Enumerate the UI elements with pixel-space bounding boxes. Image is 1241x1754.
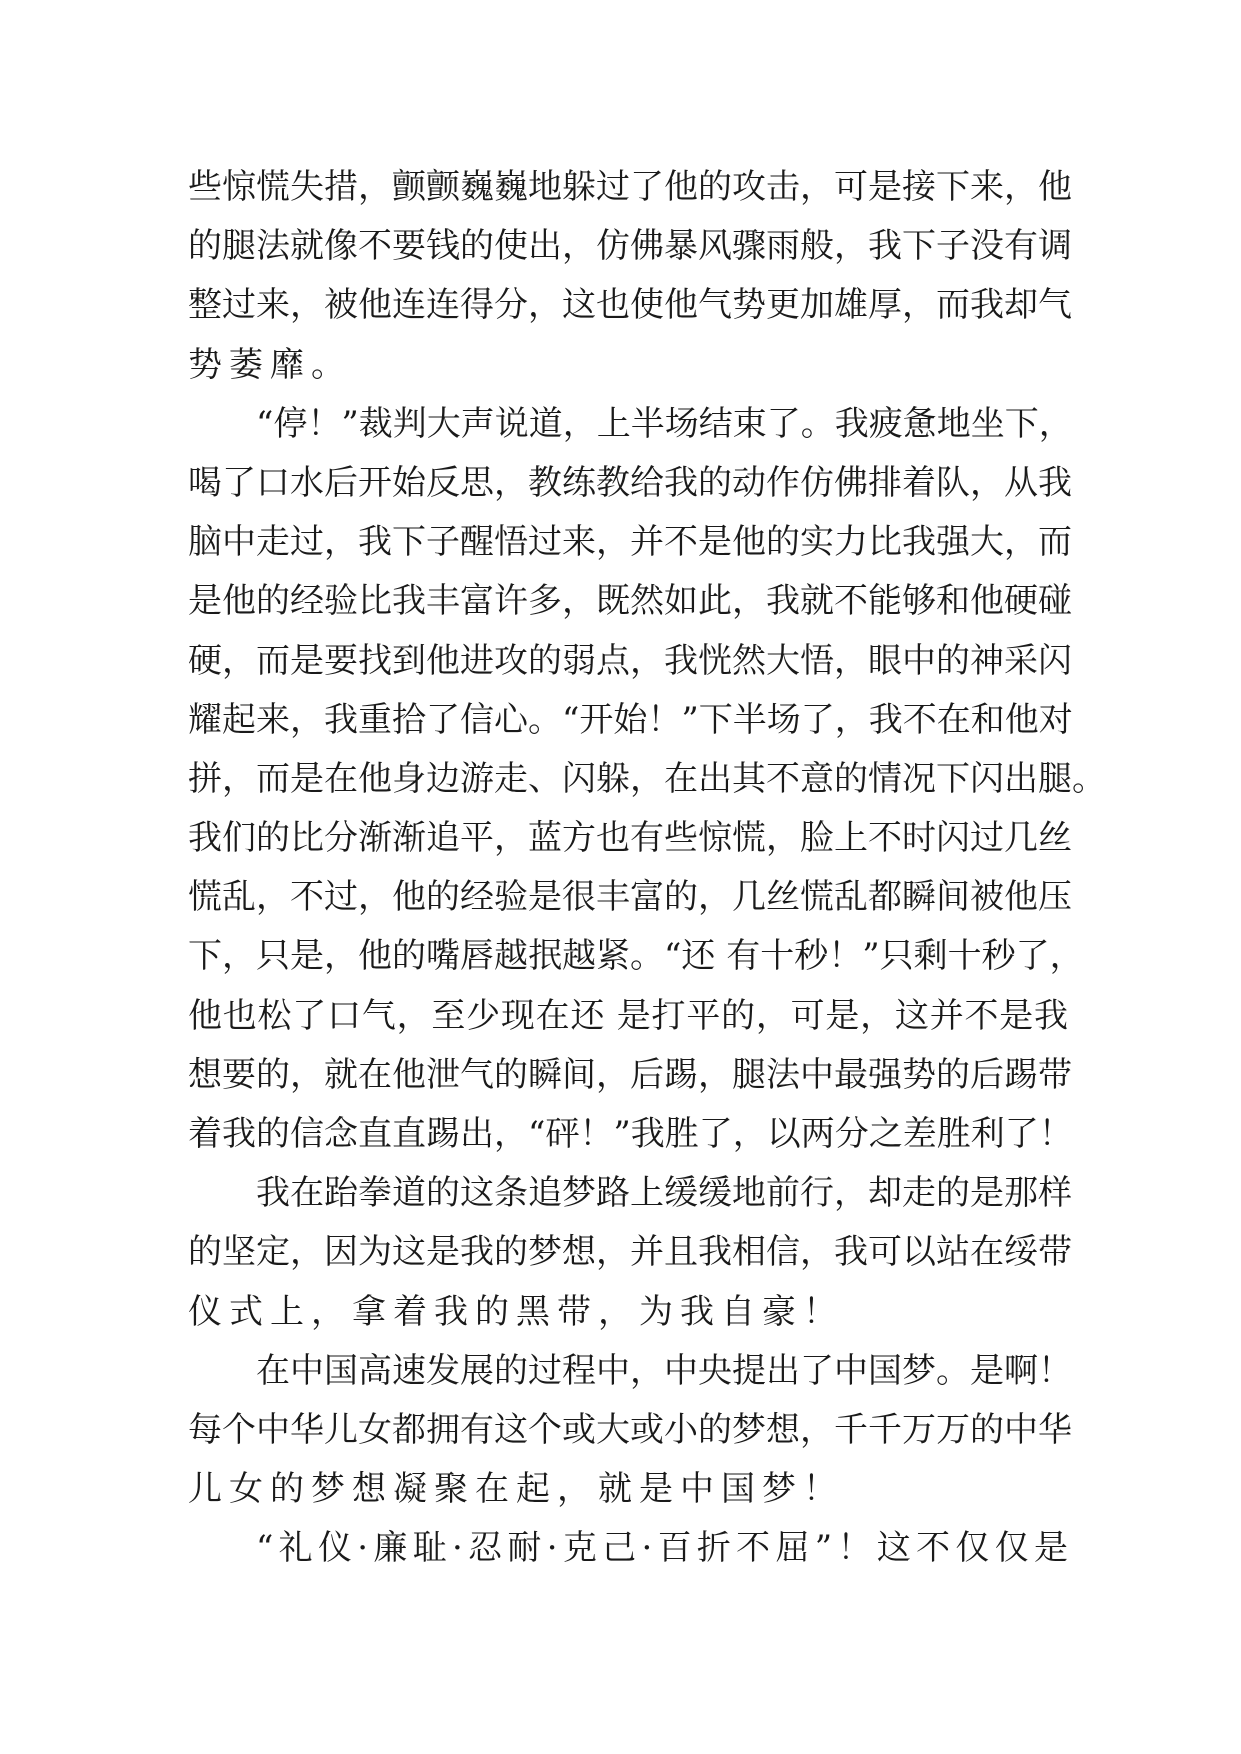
paragraph-4	[188, 1342, 1072, 1520]
text-line: 拼，而是在他身边游走、闪躲，在出其不意的情况下闪出腿。	[188, 758, 1106, 799]
text-line: 脑中走过，我下子醒悟过来，并不是他的实力比我强大，而	[188, 522, 1072, 563]
text-line: 在中国高速发展的过程中，中央提出了中国梦。是啊！	[256, 1350, 1072, 1391]
text-line: 耀起来，我重拾了信心。“开始！”下半场了，我不在和他对	[188, 699, 1073, 740]
text-line: 整过来，被他连连得分，这也使他气势更加雄厚，而我却气	[188, 285, 1072, 326]
text-line: 的坚定，因为这是我的梦想，并且我相信，我可以站在绥带	[188, 1232, 1072, 1273]
text-line: 喝了口水后开始反思，教练教给我的动作仿佛排着队，从我	[188, 462, 1072, 503]
paragraph-5	[188, 1519, 1068, 1578]
text-line: 我们的比分渐渐追平，蓝方也有些惊慌，脸上不时闪过几丝	[188, 818, 1072, 859]
text-line: 硬，而是要找到他进攻的弱点，我恍然大悟，眼中的神采闪	[188, 640, 1072, 681]
text-line: 是他的经验比我丰富许多，既然如此，我就不能够和他硬碰	[188, 581, 1072, 622]
text-line: 着我的信念直直踢出，“砰！”我胜了，以两分之差胜利了！	[188, 1114, 1073, 1154]
paragraph-2	[188, 395, 1106, 1164]
text-line: 每个中华儿女都拥有这个或大或小的梦想，千千万万的中华	[188, 1409, 1072, 1450]
text-line: 慌乱，不过，他的经验是很丰富的，几丝慌乱都瞬间被他压	[188, 877, 1072, 918]
text-line: 些惊慌失措，颤颤巍巍地躲过了他的攻击，可是接下来，他	[188, 167, 1072, 207]
paragraph-1	[188, 158, 1072, 395]
body-text	[188, 158, 1106, 1579]
text-line: “停！”裁判大声说道，上半场结束了。我疲惫地坐下，	[256, 403, 1073, 444]
paragraph-3	[188, 1164, 1072, 1342]
text-line: 的腿法就像不要钱的使出，仿佛暴风骤雨般，我下子没有调	[188, 226, 1072, 267]
text-line: 儿女的梦想凝聚在起，就是中国梦！	[188, 1469, 844, 1510]
text-line: 仪式上，拿着我的黑带，为我自豪！	[188, 1291, 844, 1332]
text-line: 我在跆拳道的这条追梦路上缓缓地前行，却走的是那样	[256, 1173, 1072, 1214]
text-line: 势萎靡。	[188, 344, 352, 385]
text-line: 想要的，就在他泄气的瞬间，后踢，腿法中最强势的后踢带	[188, 1054, 1072, 1095]
text-line: “礼仪·廉耻·忍耐·克己·百折不屈”！这不仅仅是	[256, 1528, 1068, 1569]
text-line: 他也松了口气，至少现在还 是打平的，可是，这并不是我	[188, 995, 1068, 1036]
text-line: 下，只是，他的嘴唇越抿越紧。“还 有十秒！”只剩十秒了，	[188, 936, 1084, 977]
